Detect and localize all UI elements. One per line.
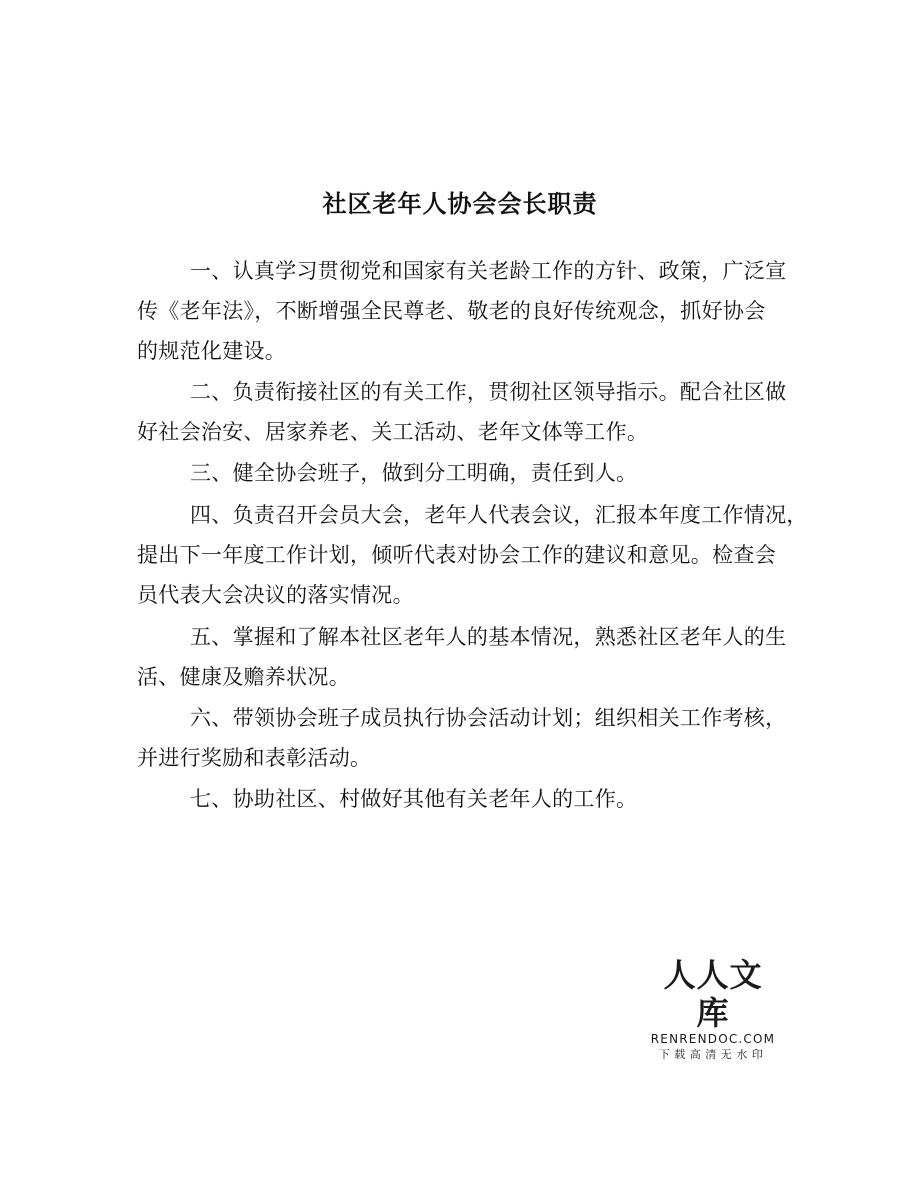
paragraph-4-line-2: 提出下一年度工作计划，倾听代表对协会工作的建议和意见。检查会	[137, 543, 776, 567]
paragraph-1-line-1: 一、认真学习贯彻党和国家有关老龄工作的方针、政策，广泛宣	[190, 259, 787, 283]
paragraph-2-line-2: 好社会治安、居家养老、关工活动、老年文体等工作。	[137, 420, 649, 444]
paragraph-5-line-1: 五、掌握和了解本社区老年人的基本情况，熟悉社区老年人的生	[190, 625, 787, 649]
watermark-site: RENRENDOC.COM	[650, 1032, 776, 1046]
renrendoc-watermark-logo	[648, 956, 778, 1062]
watermark-tagline: 下载高清无水印	[658, 1048, 768, 1061]
paragraph-4-line-1: 四、负责召开会员大会，老年人代表会议，汇报本年度工作情况，	[190, 503, 808, 527]
paragraph-3-line-1: 三、健全协会班子，做到分工明确，责任到人。	[190, 461, 638, 485]
paragraph-6-line-2: 并进行奖励和表彰活动。	[137, 746, 372, 770]
paragraph-5-line-2: 活、健康及赡养状况。	[137, 665, 350, 689]
paragraph-4-line-3: 员代表大会决议的落实情况。	[137, 583, 414, 607]
watermark-brand-name: 人人文库	[663, 956, 763, 1032]
paragraph-6-line-1: 六、带领协会班子成员执行协会活动计划；组织相关工作考核，	[190, 706, 787, 730]
paragraph-1-line-2: 传《老年法》，不断增强全民尊老、敬老的良好传统观念，抓好协会	[137, 299, 766, 323]
paragraph-7-line-1: 七、协助社区、村做好其他有关老年人的工作。	[190, 787, 638, 811]
paragraph-1-line-3: 的规范化建设。	[137, 339, 287, 363]
paragraph-2-line-1: 二、负责衔接社区的有关工作，贯彻社区领导指示。配合社区做	[190, 380, 787, 404]
document-title: 社区老年人协会会长职责	[322, 190, 598, 218]
